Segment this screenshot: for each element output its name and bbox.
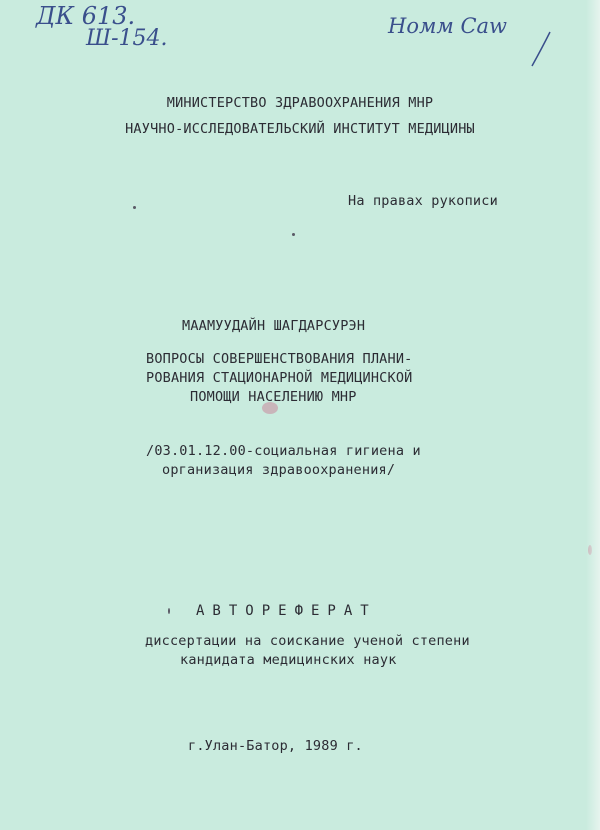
document-type: АВТОРЕФЕРАТ: [196, 603, 377, 619]
title-line-2: РОВАНИЯ СТАЦИОНАРНОЙ МЕДИЦИНСКОЙ: [146, 370, 413, 386]
shelf-code-line1: ДК 613.: [36, 2, 136, 30]
title-line-3: ПОМОЩИ НАСЕЛЕНИЮ МНР: [190, 389, 357, 405]
rights-note: На правах рукописи: [348, 193, 498, 209]
title-line-1: ВОПРОСЫ СОВЕРШЕНСТВОВАНИЯ ПЛАНИ-: [146, 351, 413, 367]
specialty-line-1: /03.01.12.00-социальная гигиена и: [146, 443, 421, 459]
place-date: г.Улан-Батор, 1989 г.: [188, 738, 363, 754]
specialty-line-2: организация здравоохранения/: [162, 462, 396, 478]
paper-speck: [133, 206, 136, 209]
handwritten-note: Номм Саw: [388, 14, 508, 38]
author-name: МААМУУДАЙН ШАГДАРСУРЭН: [182, 318, 366, 334]
paper-speck: [292, 233, 295, 236]
handwritten-stroke: [520, 30, 560, 70]
paper-speck: [168, 608, 170, 614]
ink-smudge: [588, 545, 592, 555]
ink-smudge: [262, 402, 278, 414]
institute-name: НАУЧНО-ИССЛЕДОВАТЕЛЬСКИЙ ИНСТИТУТ МЕДИЦИНЫ: [125, 121, 475, 137]
degree-line-2: кандидата медицинских наук: [180, 652, 397, 668]
shelf-code-line2: Ш-154.: [86, 26, 168, 51]
ministry-name: МИНИСТЕРСТВО ЗДРАВООХРАНЕНИЯ МНР: [166, 95, 434, 111]
degree-line-1: диссертации на соискание ученой степени: [145, 633, 470, 649]
